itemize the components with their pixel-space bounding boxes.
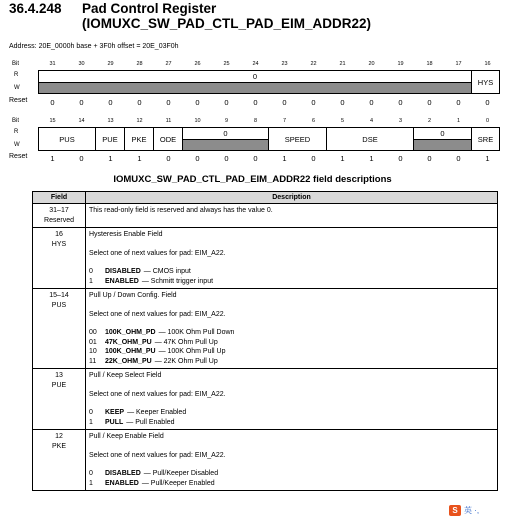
pue-label: PUE — [102, 134, 118, 144]
option-name: 22K_OHM_PU — [105, 357, 152, 365]
speed-label: SPEED — [284, 134, 311, 144]
pus-field — [38, 127, 96, 151]
dse-label: DSE — [362, 134, 378, 144]
table-row — [33, 430, 498, 491]
upper-bit-number: 19 — [397, 61, 404, 67]
option-name: PULL — [105, 418, 124, 426]
option-name: 100K_OHM_PD — [105, 329, 156, 336]
option-item — [89, 277, 494, 287]
field-bits: 31–17 — [49, 207, 69, 214]
lower-bit-number: 6 — [311, 118, 316, 124]
description-text: Pull Up / Down Config. Field — [89, 292, 177, 299]
table-header-row — [33, 192, 498, 204]
register-address: Address: 20E_0000h base + 3F0h offset = 20E_03F0h — [9, 43, 179, 50]
upper-bit-number: 27 — [165, 61, 172, 67]
lower-reset-value: 0 — [456, 154, 461, 163]
ode-label: ODE — [159, 134, 177, 144]
option-item — [89, 418, 494, 428]
lower-bit-number: 5 — [340, 118, 345, 124]
table-row — [33, 369, 498, 430]
spacer — [89, 442, 494, 451]
pke-label: PKE — [131, 134, 147, 144]
option-item — [89, 267, 494, 277]
upper-bit-number: 31 — [49, 61, 56, 67]
option-item — [89, 408, 494, 418]
upper-reset-value: 0 — [253, 98, 258, 107]
field-name: PKE — [51, 442, 66, 450]
lower-reset-value: 1 — [137, 154, 142, 163]
upper-reset-value: 0 — [50, 98, 55, 107]
lower-reset-value: 0 — [224, 154, 229, 163]
upper-w-label: W — [14, 85, 20, 91]
lower-reset-value: 1 — [340, 154, 345, 163]
field-bits: 15–14 — [49, 292, 69, 299]
table-row — [33, 289, 498, 369]
description-cell — [86, 430, 498, 491]
field-name: Reserved — [44, 216, 74, 224]
option-desc: — 22K Ohm Pull Up — [154, 357, 218, 365]
pke-field — [124, 127, 154, 151]
upper-bit-number: 21 — [339, 61, 346, 67]
lower-bit-number: 4 — [369, 118, 374, 124]
lower-reset-label: Reset — [9, 153, 28, 160]
option-desc: — 47K Ohm Pull Up — [154, 338, 218, 346]
lower-bit-number: 12 — [136, 118, 143, 124]
sre-label: SRE — [477, 134, 494, 144]
lower-bit-number: 15 — [49, 118, 56, 124]
section-number: 36.4.248 — [9, 1, 62, 16]
option-code: 1 — [89, 418, 93, 426]
lower-bit-number: 9 — [224, 118, 229, 124]
lower-bit-number: 2 — [427, 118, 432, 124]
option-code: 00 — [89, 329, 97, 336]
select-text: Select one of next values for pad: EIM_A22. — [89, 390, 226, 398]
option-desc: — 100K Ohm Pull Down — [158, 329, 235, 336]
dse-field — [326, 127, 414, 151]
upper-reset-label: Reset — [9, 97, 28, 104]
table-row — [33, 204, 498, 228]
ime-indicator: 英 ·, — [464, 506, 480, 515]
description-text: This read-only field is reserved and always has the value 0. — [89, 207, 273, 214]
field-bits: 16 — [55, 231, 63, 238]
field-name: PUS — [51, 301, 67, 309]
lower-bit-number: 14 — [78, 118, 85, 124]
upper-reset-value: 0 — [485, 98, 490, 107]
field-cell — [33, 204, 86, 228]
upper-reset-value: 0 — [166, 98, 171, 107]
upper-bit-number: 22 — [310, 61, 317, 67]
description-cell — [86, 228, 498, 289]
upper-reset-value: 0 — [108, 98, 113, 107]
option-code: 0 — [89, 470, 93, 477]
option-name: 47K_OHM_PU — [105, 338, 152, 346]
upper-reset-value: 0 — [456, 98, 461, 107]
option-item — [89, 328, 494, 338]
option-desc: — Pull Enabled — [126, 418, 175, 426]
lower-reset-value: 0 — [166, 154, 171, 163]
field-bits: 12 — [55, 433, 63, 440]
option-name: ENABLED — [105, 277, 139, 285]
register-title-line2: (IOMUXC_SW_PAD_CTL_PAD_EIM_ADDR22) — [82, 16, 372, 31]
upper-reset-value: 0 — [282, 98, 287, 107]
ode-field — [153, 127, 183, 151]
spacer — [89, 301, 494, 310]
option-item — [89, 357, 494, 367]
upper-bit-number: 20 — [368, 61, 375, 67]
lower-bit-number: 8 — [253, 118, 258, 124]
upper-bit-number: 29 — [107, 61, 114, 67]
upper-bit-number: 18 — [426, 61, 433, 67]
register-title — [82, 1, 371, 31]
option-name: ENABLED — [105, 479, 139, 487]
spacer — [89, 460, 494, 469]
field-name: HYS — [51, 240, 67, 248]
table-body — [33, 204, 498, 491]
upper-bit-number: 23 — [281, 61, 288, 67]
field-cell — [33, 369, 86, 430]
lower-reset-value: 1 — [282, 154, 287, 163]
hys-field — [471, 70, 500, 94]
option-desc: — Schmitt trigger input — [141, 277, 214, 285]
lower-reset-value: 0 — [253, 154, 258, 163]
lower-reset-value: 0 — [311, 154, 316, 163]
option-desc: — 100K Ohm Pull Up — [158, 348, 226, 355]
description-text: Hysteresis Enable Field — [89, 231, 163, 238]
lower-reset-value: 0 — [398, 154, 403, 163]
option-name: 100K_OHM_PU — [105, 348, 156, 355]
register-title-line1: Pad Control Register — [82, 1, 217, 16]
option-name: DISABLED — [105, 470, 141, 477]
field-bits: 13 — [55, 372, 63, 379]
select-text: Select one of next values for pad: EIM_A22. — [89, 451, 226, 459]
hys-label: HYS — [477, 77, 494, 87]
upper-bit-number: 28 — [136, 61, 143, 67]
lower-reset-value: 1 — [108, 154, 113, 163]
upper-reset-value: 0 — [311, 98, 316, 107]
option-code: 1 — [89, 479, 93, 487]
spacer — [89, 258, 494, 267]
option-code: 11 — [89, 357, 97, 365]
lower-bit-label: Bit — [12, 118, 20, 124]
option-desc: — Keeper Enabled — [127, 409, 187, 416]
reserved-11-8-w — [182, 139, 269, 151]
lower-w-label: W — [14, 142, 20, 148]
option-desc: — CMOS input — [143, 268, 191, 275]
description-cell — [86, 204, 498, 228]
lower-bit-number: 0 — [485, 118, 490, 124]
lower-reset-value: 1 — [369, 154, 374, 163]
option-desc: — Pull/Keeper Enabled — [141, 479, 215, 487]
option-desc: — Pull/Keeper Disabled — [143, 470, 219, 477]
upper-reset-value: 0 — [79, 98, 84, 107]
lower-reset-value: 0 — [427, 154, 432, 163]
description-text: Pull / Keep Enable Field — [89, 433, 164, 440]
lower-bit-number: 11 — [165, 118, 172, 124]
sogou-logo-icon: S — [449, 505, 461, 516]
reserved-2-1-w — [413, 139, 472, 151]
option-item — [89, 479, 494, 489]
option-code: 10 — [89, 348, 97, 355]
lower-bit-number: 3 — [398, 118, 403, 124]
lower-bit-number: 1 — [456, 118, 461, 124]
upper-reserved-value: 0 — [252, 72, 258, 81]
option-name: KEEP — [105, 409, 125, 416]
field-description-table — [32, 191, 498, 491]
upper-reset-value: 0 — [340, 98, 345, 107]
field-name: PUE — [51, 381, 67, 389]
table-row — [33, 228, 498, 289]
lower-r-label: R — [14, 129, 19, 135]
upper-bit-number: 24 — [252, 61, 259, 67]
upper-reserved-w — [38, 82, 472, 94]
lower-bit-number: 10 — [194, 118, 201, 124]
reserved-11-8-value: 0 — [223, 129, 228, 138]
col-field-header: Field — [33, 192, 86, 204]
lower-reset-value: 1 — [50, 154, 55, 163]
col-desc-header: Description — [86, 192, 498, 204]
table-title: IOMUXC_SW_PAD_CTL_PAD_EIM_ADDR22 field descriptions — [113, 174, 392, 185]
upper-bit-number: 16 — [484, 61, 491, 67]
option-code: 0 — [89, 268, 93, 275]
lower-reset-value: 0 — [195, 154, 200, 163]
spacer — [89, 381, 494, 390]
lower-bit-number: 7 — [282, 118, 287, 124]
option-name: DISABLED — [105, 268, 141, 275]
select-text: Select one of next values for pad: EIM_A22. — [89, 249, 226, 257]
lower-reset-value: 1 — [485, 154, 490, 163]
pus-label: PUS — [59, 134, 75, 144]
sre-field — [471, 127, 500, 151]
upper-bit-number: 17 — [455, 61, 462, 67]
spacer — [89, 399, 494, 408]
upper-reset-value: 0 — [427, 98, 432, 107]
speed-field — [268, 127, 327, 151]
option-code: 01 — [89, 338, 97, 346]
upper-r-label: R — [14, 72, 19, 78]
upper-bit-label: Bit — [12, 61, 20, 67]
upper-bit-number: 26 — [194, 61, 201, 67]
description-cell — [86, 369, 498, 430]
option-code: 0 — [89, 409, 93, 416]
lower-reset-value: 0 — [79, 154, 84, 163]
reserved-2-1-value: 0 — [440, 129, 445, 138]
field-cell — [33, 289, 86, 369]
option-code: 1 — [89, 277, 93, 285]
pue-field — [95, 127, 125, 151]
select-text: Select one of next values for pad: EIM_A22. — [89, 310, 226, 318]
upper-reset-value: 0 — [369, 98, 374, 107]
spacer — [89, 240, 494, 249]
option-item — [89, 469, 494, 479]
upper-reset-value: 0 — [195, 98, 200, 107]
description-text: Pull / Keep Select Field — [89, 372, 162, 379]
option-item — [89, 338, 494, 348]
lower-bit-number: 13 — [107, 118, 114, 124]
upper-reset-value: 0 — [224, 98, 229, 107]
upper-bit-number: 25 — [223, 61, 230, 67]
upper-reset-value: 0 — [398, 98, 403, 107]
spacer — [89, 319, 494, 328]
field-cell — [33, 430, 86, 491]
upper-bit-number: 30 — [78, 61, 85, 67]
upper-reset-value: 0 — [137, 98, 142, 107]
option-item — [89, 347, 494, 357]
field-cell — [33, 228, 86, 289]
description-cell — [86, 289, 498, 369]
